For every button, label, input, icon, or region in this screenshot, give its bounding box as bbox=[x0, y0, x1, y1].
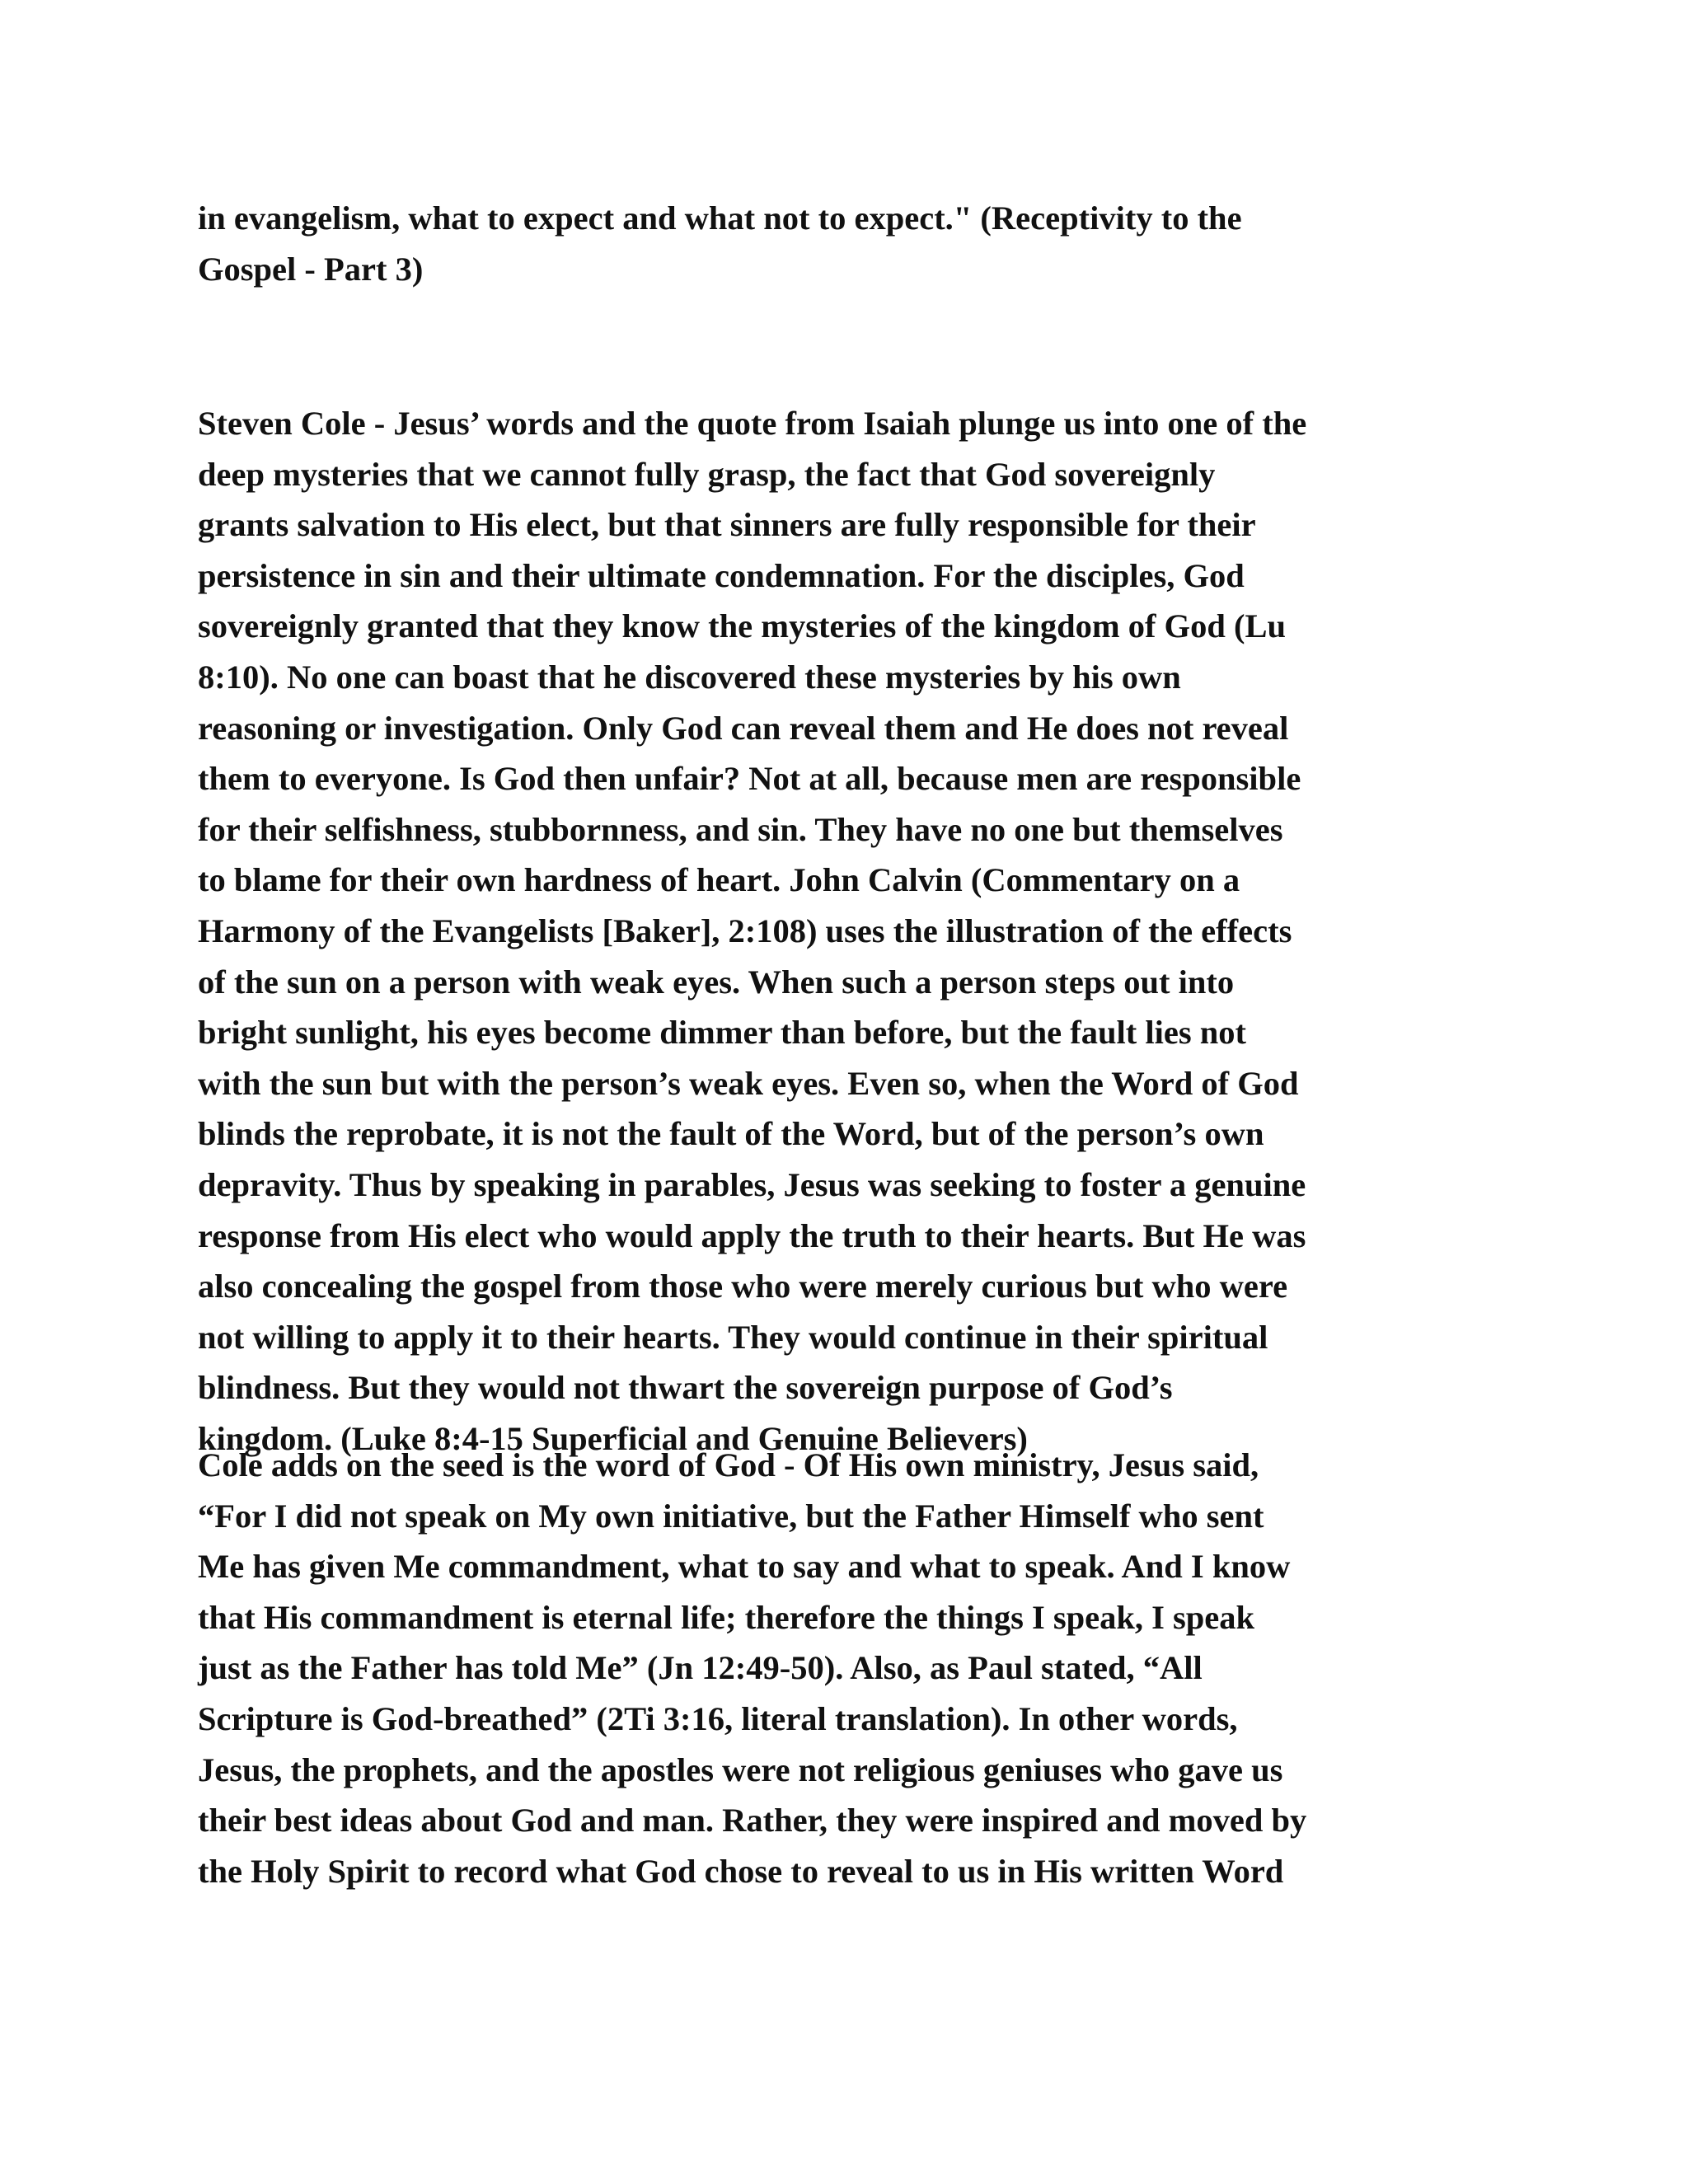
text-line: their best ideas about God and man. Rather, they were inspired and moved by bbox=[198, 1802, 1307, 1840]
paragraph-cole-adds bbox=[198, 1440, 1500, 1896]
text-line: persistence in sin and their ultimate condemnation. For the disciples, God bbox=[198, 556, 1245, 594]
text-line: Me has given Me commandment, what to say and what to speak. And I know bbox=[198, 1548, 1291, 1586]
text-line: that His commandment is eternal life; therefore the things I speak, I speak bbox=[198, 1598, 1255, 1636]
text-line: depravity. Thus by speaking in parables, Jesus was seeking to foster a genuine bbox=[198, 1165, 1306, 1203]
text-line: bright sunlight, his eyes become dimmer than before, but the fault lies not bbox=[198, 1014, 1247, 1052]
text-line: Cole adds on the seed is the word of God - Of His own ministry, Jesus said, bbox=[198, 1446, 1259, 1483]
text-line: not willing to apply it to their hearts. They would continue in their spiritual bbox=[198, 1318, 1268, 1356]
text-line: Steven Cole - Jesus’ words and the quote from Isaiah plunge us into one of the bbox=[198, 405, 1307, 442]
text-line: the Holy Spirit to record what God chose to reveal to us in His written Word bbox=[198, 1852, 1284, 1890]
text-line: 8:10). No one can boast that he discovered these mysteries by his own bbox=[198, 658, 1181, 696]
text-line: Harmony of the Evangelists [Baker], 2:108) uses the illustration of the effects bbox=[198, 912, 1292, 949]
text-line: deep mysteries that we cannot fully grasp, the fact that God sovereignly bbox=[198, 455, 1216, 493]
text-line: reasoning or investigation. Only God can reveal them and He does not reveal bbox=[198, 709, 1289, 747]
text-line: response from His elect who would apply the truth to their hearts. But He was bbox=[198, 1216, 1306, 1254]
text-line: “For I did not speak on My own initiative, but the Father Himself who sent bbox=[198, 1497, 1264, 1535]
text-line: sovereignly granted that they know the mysteries of the kingdom of God (Lu bbox=[198, 607, 1286, 645]
paragraph-intro-continuation bbox=[198, 193, 1500, 294]
text-line: with the sun but with the person’s weak eyes. Even so, when the Word of God bbox=[198, 1064, 1299, 1102]
text-line: to blame for their own hardness of heart. John Calvin (Commentary on a bbox=[198, 861, 1240, 899]
text-line: kingdom. (Luke 8:4-15 Superficial and Genuine Believers) bbox=[198, 1419, 1028, 1457]
text-line: them to everyone. Is God then unfair? Not at all, because men are responsible bbox=[198, 760, 1301, 798]
text-line: of the sun on a person with weak eyes. When such a person steps out into bbox=[198, 963, 1235, 1001]
paragraph-steven-cole bbox=[198, 398, 1500, 1464]
text-line: blindness. But they would not thwart the sovereign purpose of God’s bbox=[198, 1369, 1173, 1407]
text-line: Scripture is God-breathed” (2Ti 3:16, literal translation). In other words, bbox=[198, 1699, 1238, 1737]
text-line: in evangelism, what to expect and what not to expect." (Receptivity to the bbox=[198, 199, 1242, 237]
text-line: Jesus, the prophets, and the apostles were not religious geniuses who gave us bbox=[198, 1750, 1283, 1788]
text-line: blinds the reprobate, it is not the fault of the Word, but of the person’s own bbox=[198, 1115, 1264, 1153]
text-line: grants salvation to His elect, but that sinners are fully responsible for their bbox=[198, 506, 1256, 544]
text-line: for their selfishness, stubbornness, and sin. They have no one but themselves bbox=[198, 810, 1283, 848]
text-line: also concealing the gospel from those who were merely curious but who were bbox=[198, 1268, 1288, 1305]
text-line: Gospel - Part 3) bbox=[198, 250, 424, 288]
text-line: just as the Father has told Me” (Jn 12:49-50). Also, as Paul stated, “All bbox=[198, 1649, 1203, 1687]
